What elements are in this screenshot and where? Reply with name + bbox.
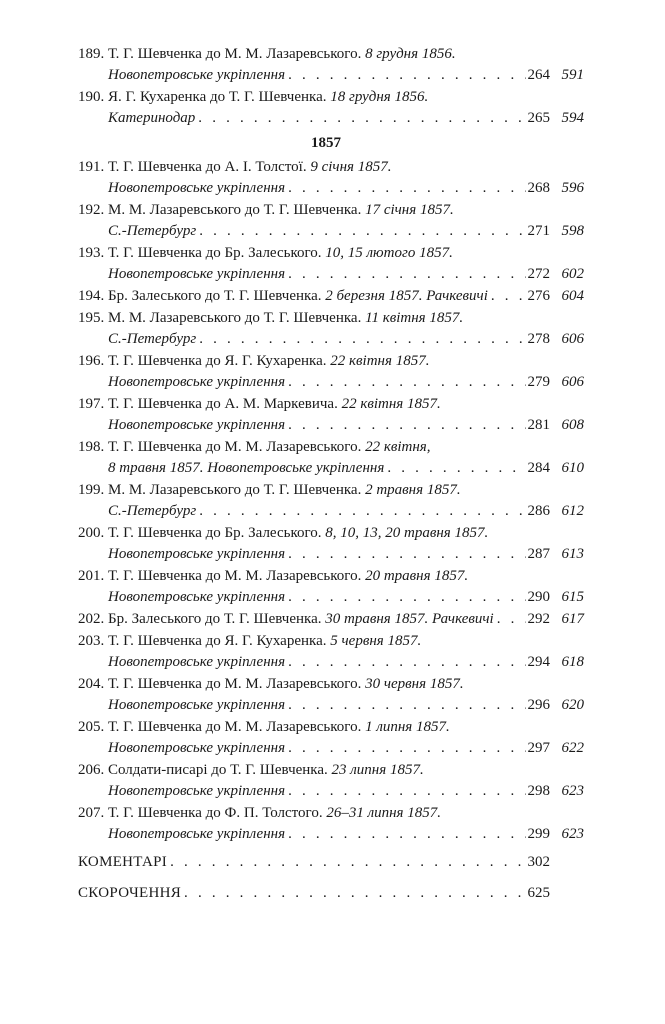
toc-entry-line (78, 523, 584, 544)
toc-entry-line (78, 44, 584, 65)
dot-leader (199, 329, 525, 350)
entry-date: 26–31 липня 1857. (326, 805, 442, 821)
entry-page: 296 (527, 697, 550, 713)
entry-number: 191. (78, 159, 105, 175)
toc-entry-line (78, 87, 584, 108)
entry-date: 22 квітня 1857. (341, 396, 441, 412)
entry-place: Новопетровське укріплення (108, 783, 286, 799)
toc-section-entry[interactable] (78, 880, 584, 907)
entry-date: 1 липня 1857. (365, 719, 450, 735)
toc-entry-line (78, 458, 584, 479)
entry-date: 30 травня 1857. Рачкевичі (325, 611, 494, 627)
toc-entry-line (78, 221, 584, 242)
entry-title: Бр. Залеського до Т. Г. Шевченка. (108, 611, 322, 627)
entry-title: М. М. Лазаревського до Т. Г. Шевченка. (108, 482, 362, 498)
entry-comment-page: 623 (561, 783, 584, 799)
entry-page: 271 (527, 223, 550, 239)
entry-place: С.-Петербург (108, 223, 197, 239)
table-of-contents (78, 44, 584, 907)
entry-place: Новопетровське укріплення (108, 417, 286, 433)
toc-entry[interactable] (78, 243, 584, 285)
toc-entry[interactable] (78, 351, 584, 393)
toc-entry-line (78, 501, 584, 522)
entry-page: 286 (527, 503, 550, 519)
entry-title: Солдати-писарі до Т. Г. Шевченка. (108, 762, 328, 778)
entry-page: 298 (527, 783, 550, 799)
entry-date: 18 грудня 1856. (330, 89, 429, 105)
entry-title: Т. Г. Шевченка до Я. Г. Кухаренка. (108, 353, 327, 369)
entry-comment-page: 610 (561, 460, 584, 476)
entry-number: 189. (78, 46, 105, 62)
toc-entry[interactable] (78, 717, 584, 759)
entry-place: Новопетровське укріплення (108, 740, 286, 756)
entry-title: Т. Г. Шевченка до А. І. Толстої. (108, 159, 307, 175)
entry-date: 8 грудня 1856. (365, 46, 456, 62)
entry-title: Я. Г. Кухаренка до Т. Г. Шевченка. (108, 89, 327, 105)
dot-leader (198, 108, 525, 129)
toc-entry-line (78, 695, 584, 716)
entries-1856 (78, 44, 584, 129)
toc-entry-line (78, 631, 584, 652)
entry-comment-page: 591 (561, 67, 584, 83)
dot-leader (497, 609, 526, 630)
entry-page: 268 (527, 180, 550, 196)
entry-page: 279 (527, 374, 550, 390)
entry-date: 9 січня 1857. (310, 159, 392, 175)
entry-title: Т. Г. Шевченка до М. М. Лазаревського. (108, 719, 362, 735)
toc-entry-line (78, 329, 584, 350)
toc-entry[interactable] (78, 44, 584, 86)
entry-date: 23 липня 1857. (331, 762, 424, 778)
entry-place: Новопетровське укріплення (108, 826, 286, 842)
entry-place: Новопетровське укріплення (108, 589, 286, 605)
toc-entry-line (78, 566, 584, 587)
entry-comment-page: 594 (561, 110, 584, 126)
entry-date: 5 червня 1857. (330, 633, 422, 649)
section-label: КОМЕНТАРІ (78, 854, 168, 870)
entry-page: 292 (527, 611, 550, 627)
toc-entry[interactable] (78, 803, 584, 845)
entry-title: Т. Г. Шевченка до М. М. Лазаревського. (108, 676, 362, 692)
entry-page: 290 (527, 589, 550, 605)
toc-entry-line (78, 157, 584, 178)
entry-number: 205. (78, 719, 105, 735)
toc-entry[interactable] (78, 609, 584, 630)
entry-comment-page: 606 (561, 331, 584, 347)
toc-entry-line (78, 652, 584, 673)
toc-entry-line (78, 351, 584, 372)
entry-number: 195. (78, 310, 105, 326)
dot-leader (288, 264, 525, 285)
entry-comment-page: 622 (561, 740, 584, 756)
toc-entry[interactable] (78, 523, 584, 565)
dot-leader (199, 501, 525, 522)
entry-place: Новопетровське укріплення (108, 374, 286, 390)
entry-number: 190. (78, 89, 105, 105)
entry-title: Т. Г. Шевченка до М. М. Лазаревського. (108, 568, 362, 584)
entry-place: Новопетровське укріплення (108, 180, 286, 196)
entry-comment-page: 596 (561, 180, 584, 196)
dot-leader (288, 544, 525, 565)
toc-entry-line (78, 544, 584, 565)
entry-place: С.-Петербург (108, 331, 197, 347)
toc-entry[interactable] (78, 566, 584, 608)
entry-title: Т. Г. Шевченка до Я. Г. Кухаренка. (108, 633, 327, 649)
toc-entry[interactable] (78, 631, 584, 673)
section-page: 302 (527, 854, 550, 870)
entry-comment-page: 620 (561, 697, 584, 713)
toc-entry-line (78, 803, 584, 824)
entry-comment-page: 602 (561, 266, 584, 282)
entry-number: 192. (78, 202, 105, 218)
toc-entry-line (78, 738, 584, 759)
toc-entry-line (78, 849, 584, 876)
entry-page: 265 (527, 110, 550, 126)
entry-title: Т. Г. Шевченка до Бр. Залеського. (108, 525, 322, 541)
entry-title: Т. Г. Шевченка до М. М. Лазаревського. (108, 46, 362, 62)
entry-comment-page: 598 (561, 223, 584, 239)
toc-entry[interactable] (78, 760, 584, 802)
toc-entry[interactable] (78, 308, 584, 350)
entry-title: Т. Г. Шевченка до Ф. П. Толстого. (108, 805, 323, 821)
dot-leader (288, 652, 525, 673)
entry-title: М. М. Лазаревського до Т. Г. Шевченка. (108, 202, 362, 218)
dot-leader (288, 65, 525, 86)
entry-date: 30 червня 1857. (365, 676, 464, 692)
toc-entry-line (78, 178, 584, 199)
toc-entry-line (78, 437, 584, 458)
back-matter (78, 849, 584, 907)
dot-leader (184, 880, 525, 907)
toc-entry[interactable] (78, 480, 584, 522)
dot-leader (387, 458, 525, 479)
entry-date: 2 березня 1857. Рачкевичі (325, 288, 488, 304)
entry-date: 22 квітня, (365, 439, 431, 455)
entry-page: 272 (527, 266, 550, 282)
entry-date: 10, 15 лютого 1857. (325, 245, 453, 261)
toc-section-entry[interactable] (78, 849, 584, 876)
entry-page: 264 (527, 67, 550, 83)
toc-entry-line (78, 243, 584, 264)
toc-entry[interactable] (78, 87, 584, 129)
toc-entry-line (78, 415, 584, 436)
entry-comment-page: 615 (561, 589, 584, 605)
entry-place: 8 травня 1857. Новопетровське укріплення (108, 460, 385, 476)
toc-entry-line (78, 65, 584, 86)
toc-entry-line (78, 880, 584, 907)
entry-number: 207. (78, 805, 105, 821)
dot-leader (288, 695, 525, 716)
entry-number: 206. (78, 762, 105, 778)
dot-leader (288, 824, 525, 845)
entry-title: Т. Г. Шевченка до А. М. Маркевича. (108, 396, 338, 412)
entry-comment-page: 604 (561, 288, 584, 304)
toc-entry-line (78, 394, 584, 415)
toc-entry-line (78, 587, 584, 608)
toc-entry-line (78, 308, 584, 329)
dot-leader (170, 849, 525, 876)
entry-comment-page: 606 (561, 374, 584, 390)
entry-date: 22 квітня 1857. (330, 353, 430, 369)
entry-date: 11 квітня 1857. (365, 310, 464, 326)
entry-comment-page: 617 (561, 611, 584, 627)
toc-entry-line (78, 781, 584, 802)
entry-number: 199. (78, 482, 105, 498)
section-label: СКОРОЧЕННЯ (78, 885, 182, 901)
entry-title: М. М. Лазаревського до Т. Г. Шевченка. (108, 310, 362, 326)
entry-page: 276 (527, 288, 550, 304)
entry-date: 20 травня 1857. (365, 568, 469, 584)
entry-title: Т. Г. Шевченка до Бр. Залеського. (108, 245, 322, 261)
toc-entry-line (78, 824, 584, 845)
entry-place: Новопетровське укріплення (108, 266, 286, 282)
entry-number: 200. (78, 525, 105, 541)
entry-comment-page: 612 (561, 503, 584, 519)
entry-place: С.-Петербург (108, 503, 197, 519)
entry-date: 8, 10, 13, 20 травня 1857. (325, 525, 489, 541)
entry-date: 2 травня 1857. (365, 482, 461, 498)
entry-number: 197. (78, 396, 105, 412)
entry-page: 297 (527, 740, 550, 756)
dot-leader (288, 178, 525, 199)
year-heading: 1857 (311, 135, 341, 151)
entry-page: 281 (527, 417, 550, 433)
dot-leader (288, 415, 525, 436)
toc-entry-line (78, 286, 584, 307)
toc-entry[interactable] (78, 394, 584, 436)
entry-title: Бр. Залеського до Т. Г. Шевченка. (108, 288, 322, 304)
entry-number: 198. (78, 439, 105, 455)
toc-entry-line (78, 609, 584, 630)
toc-entry[interactable] (78, 157, 584, 199)
dot-leader (288, 738, 525, 759)
toc-entry[interactable] (78, 437, 584, 479)
entry-place: Новопетровське укріплення (108, 67, 286, 83)
dot-leader (199, 221, 525, 242)
entry-number: 196. (78, 353, 105, 369)
toc-entry-line (78, 108, 584, 129)
dot-leader (288, 587, 525, 608)
entry-number: 203. (78, 633, 105, 649)
entry-page: 278 (527, 331, 550, 347)
toc-entry-line (78, 200, 584, 221)
toc-entry-line (78, 760, 584, 781)
entry-comment-page: 613 (561, 546, 584, 562)
entry-title: Т. Г. Шевченка до М. М. Лазаревського. (108, 439, 362, 455)
entry-page: 287 (527, 546, 550, 562)
entry-page: 294 (527, 654, 550, 670)
dot-leader (491, 286, 526, 307)
entry-page: 299 (527, 826, 550, 842)
entry-number: 193. (78, 245, 105, 261)
entry-number: 194. (78, 288, 105, 304)
section-page: 625 (527, 885, 550, 901)
entry-place: Новопетровське укріплення (108, 654, 286, 670)
entry-number: 201. (78, 568, 105, 584)
entry-number: 202. (78, 611, 105, 627)
entry-place: Новопетровське укріплення (108, 697, 286, 713)
entry-date: 17 січня 1857. (365, 202, 454, 218)
entry-number: 204. (78, 676, 105, 692)
dot-leader (288, 372, 525, 393)
toc-entry[interactable] (78, 674, 584, 716)
dot-leader (288, 781, 525, 802)
entries-1857 (78, 157, 584, 845)
entry-page: 284 (527, 460, 550, 476)
toc-entry-line (78, 674, 584, 695)
entry-comment-page: 608 (561, 417, 584, 433)
toc-entry-line (78, 264, 584, 285)
toc-entry-line (78, 717, 584, 738)
toc-entry[interactable] (78, 286, 584, 307)
entry-comment-page: 618 (561, 654, 584, 670)
entry-comment-page: 623 (561, 826, 584, 842)
toc-entry[interactable] (78, 200, 584, 242)
entry-place: Новопетровське укріплення (108, 546, 286, 562)
entry-place: Катеринодар (108, 110, 196, 126)
toc-entry-line (78, 480, 584, 501)
toc-entry-line (78, 372, 584, 393)
